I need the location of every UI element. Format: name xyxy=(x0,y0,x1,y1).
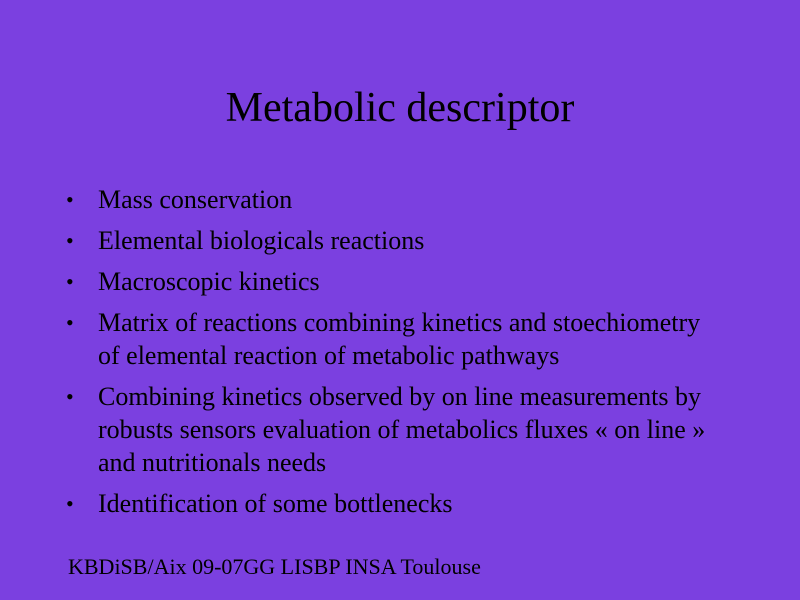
list-item xyxy=(64,265,724,298)
slide-title: Metabolic descriptor xyxy=(225,85,575,131)
list-item xyxy=(64,183,724,216)
bullet-text: Combining kinetics observed by on line measurements by robusts sensors evaluation of metabolics fluxes « on line » and nutritionals needs xyxy=(98,382,706,477)
list-item xyxy=(64,306,724,372)
bullet-list xyxy=(64,183,724,528)
bullet-icon: • xyxy=(66,384,74,409)
bullet-text: Mass conservation xyxy=(98,185,293,214)
bullet-icon: • xyxy=(66,269,74,294)
bullet-icon: • xyxy=(66,187,74,212)
bullet-icon: • xyxy=(66,228,74,253)
bullet-text: Identification of some bottlenecks xyxy=(98,489,453,518)
bullet-text: Macroscopic kinetics xyxy=(98,267,320,296)
list-item xyxy=(64,380,724,479)
slide-footer: KBDiSB/Aix 09-07GG LISBP INSA Toulouse xyxy=(68,554,481,579)
bullet-text: Elemental biologicals reactions xyxy=(98,226,425,255)
list-item xyxy=(64,224,724,257)
bullet-text: Matrix of reactions combining kinetics and stoechiometry of elemental reaction of metabolic pathways xyxy=(98,308,701,370)
bullet-icon: • xyxy=(66,310,74,335)
bullet-icon: • xyxy=(66,491,74,516)
list-item xyxy=(64,487,724,520)
